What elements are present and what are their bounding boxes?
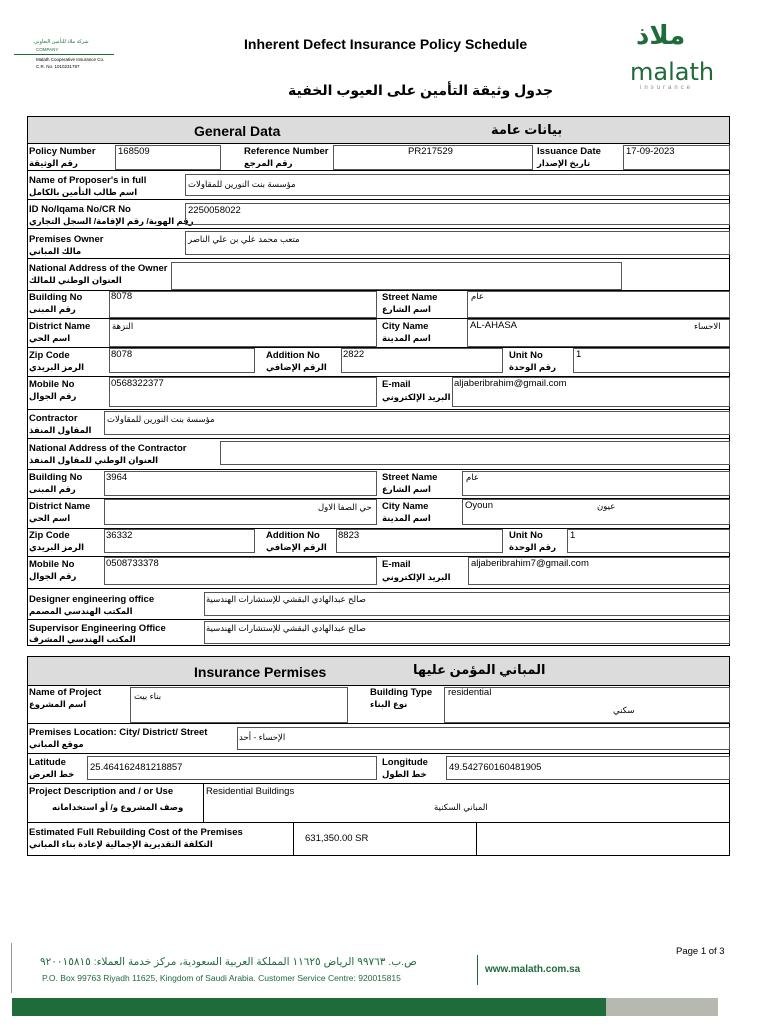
page-title-ar: جدول وثيقة التأمين على العيوب الخفية [288,82,554,98]
footer-address-ar: ص.ب. ٩٩٧٦٣ الرياض ١١٦٢٥ المملكة العربية السعودية، مركز خدمة العملاء: ٩٢٠٠١٥٨١٥ [40,956,417,968]
footer-website: www.malath.com.sa [485,964,581,975]
contractor-email-value: aljaberibrahim7@gmail.com [471,558,589,569]
small-logo-line4: C.R. No. 1010231787 [36,64,80,69]
policy-number-value: 168509 [118,146,150,157]
page-title: Inherent Defect Insurance Policy Schedule [244,36,528,52]
longitude-value: 49.542760160481905 [449,762,542,773]
owner-addition-label-ar: الرقم الإضافي [266,362,327,372]
premises-header [27,656,730,686]
cost-value: 631,350.00 SR [305,833,369,844]
owner-zip-label-ar: الرمز البريدي [29,362,85,372]
general-data-title-ar: بيانات عامة [491,122,563,137]
contractor-street-name-label-ar: اسم الشارع [382,484,431,494]
owner-mobile-label-ar: رقم الجوال [29,391,77,401]
project-name-field [130,687,348,723]
owner-street-name-label: Street Name [382,292,438,303]
id-no-field [185,203,730,225]
owner-street-name-label-ar: اسم الشارع [382,304,431,314]
reference-number-value: PR217529 [408,146,453,157]
owner-district-value: النزهة [112,321,134,331]
building-type-value-ar: سكني [613,705,635,715]
contractor-mobile-label-ar: رقم الجوال [29,571,77,581]
contractor-unit-label-ar: رقم الوحدة [509,542,556,552]
footer-grey-bar [606,998,718,1016]
owner-street-name-field [467,291,730,318]
cost-label: Estimated Full Rebuilding Cost of the Premises [29,827,243,838]
premises-owner-label: Premises Owner [29,234,104,245]
owner-mobile-value: 0568322377 [111,378,164,389]
contractor-value: مؤسسة بنت النورين للمقاولات [107,414,215,424]
contractor-mobile-value: 0508733378 [106,558,159,569]
designer-label-ar: المكتب الهندسي المصمم [29,606,133,616]
contractor-label-ar: المقاول المنفذ [29,425,92,435]
owner-email-label: E-mail [382,379,411,390]
owner-zip-value: 8078 [111,349,133,360]
contractor-city-value: Oyoun [465,500,493,511]
building-type-label: Building Type [370,687,433,698]
owner-unit-label: Unit No [509,350,543,361]
contractor-unit-label: Unit No [509,530,543,541]
owner-email-label-ar: البريد الإلكتروني [382,392,451,402]
contractor-address-label: National Address of the Contractor [29,443,187,454]
owner-unit-value: 1 [576,349,582,360]
contractor-district-label: District Name [29,501,91,512]
proposer-label-ar: اسم طالب التأمين بالكامل [29,187,138,197]
owner-mobile-label: Mobile No [29,379,75,390]
proposer-label: Name of Proposer's in full [29,175,147,186]
general-data-title: General Data [194,123,281,139]
small-logo-line2: COMPANY [36,47,59,52]
contractor-zip-label: Zip Code [29,530,70,541]
contractor-addition-value: 8823 [338,530,360,541]
contractor-addition-field [336,529,503,553]
footer-divider [11,943,12,993]
longitude-label-ar: خط الطول [382,769,427,779]
malath-logo-name: malath [630,58,715,86]
latitude-label-ar: خط العرض [29,769,75,779]
contractor-building-no-label-ar: رقم المبنى [29,484,76,494]
malath-logo-ar: ملاذ [636,20,686,50]
contractor-street-name-value: عام [466,472,479,482]
owner-zip-label: Zip Code [29,350,70,361]
general-data-header [27,116,730,144]
cost-label-ar: التكلفة التقديرية الإجمالية لإعادة بناء المباني [29,839,213,849]
contractor-addition-label: Addition No [266,530,320,541]
owner-address-field [171,262,622,290]
project-name-label: Name of Project [29,687,102,698]
supervisor-label: Supervisor Engineering Office [29,623,166,634]
policy-number-label-ar: رقم الوثيقة [29,158,78,168]
premises-owner-value: متعب محمد علي بن علي الناصر [188,234,300,244]
contractor-city-value-ar: عيون [597,501,616,511]
owner-address-label-ar: العنوان الوطني للمالك [29,275,122,285]
contractor-district-label-ar: اسم الحي [29,513,71,523]
building-type-value: residential [448,687,492,698]
small-logo-line1: شركة ملاذ للتأمين التعاوني [34,39,89,45]
longitude-label: Longitude [382,757,428,768]
footer-separator [477,955,478,985]
owner-building-no-label: Building No [29,292,83,303]
reference-number-label: Reference Number [244,146,329,157]
owner-city-value-ar: الاحساء [694,321,721,331]
contractor-unit-value: 1 [570,530,576,541]
id-no-label-ar: رقم الهوية/ رقم الإقامة/ السجل التجاري [29,216,194,226]
latitude-value: 25.464162481218857 [90,762,183,773]
owner-district-label: District Name [29,321,91,332]
owner-addition-field [341,348,503,373]
description-label: Project Description and / or Use [29,786,174,797]
location-field [237,727,730,750]
page-number: Page 1 of 3 [676,946,725,957]
owner-building-no-field [109,291,377,318]
contractor-unit-field [567,529,730,553]
owner-city-label-ar: اسم المدينة [382,333,431,343]
premises-title: Insurance Permises [194,664,327,680]
owner-unit-field [573,348,730,373]
contractor-street-name-field [462,471,730,496]
owner-district-label-ar: اسم الحي [29,333,71,343]
latitude-label: Latitude [29,757,66,768]
id-no-value: 2250058022 [188,205,241,216]
building-type-label-ar: نوع البناء [370,699,408,709]
location-label: Premises Location: City/ District/ Street [29,727,208,738]
description-value: Residential Buildings [206,786,295,797]
issuance-date-label: Issuance Date [537,146,601,157]
contractor-email-label: E-mail [382,559,411,570]
reference-number-label-ar: رقم المرجع [244,158,293,168]
owner-street-name-value: عام [471,291,484,301]
supervisor-value: صالح عبدالهادي البقشي للإستشارات الهندسية [206,623,366,633]
contractor-zip-value: 36332 [106,530,133,541]
description-value-ar: المباني السكنية [434,802,488,812]
contractor-street-name-label: Street Name [382,472,438,483]
premises-owner-label-ar: مالك المباني [29,246,82,256]
contractor-city-field [462,499,730,525]
contractor-label: Contractor [29,413,78,424]
policy-number-label: Policy Number [29,146,96,157]
owner-district-field [109,319,377,347]
footer-green-bar [12,998,606,1016]
contractor-email-label-ar: البريد الإلكتروني [382,572,451,582]
supervisor-label-ar: المكتب الهندسي المشرف [29,634,136,644]
project-name-value: بناء بيت [134,691,162,701]
owner-city-label: City Name [382,321,429,332]
owner-building-no-value: 8078 [111,291,133,302]
small-logo [14,40,114,76]
contractor-addition-label-ar: الرقم الإضافي [266,542,327,552]
proposer-value: مؤسسة بنت النورين للمقاولات [188,179,296,189]
location-label-ar: موقع المباني [29,739,84,749]
owner-unit-label-ar: رقم الوحدة [509,362,556,372]
contractor-address-label-ar: العنوان الوطني للمقاول المنفذ [29,455,159,465]
issuance-date-value: 17-09-2023 [626,146,675,157]
contractor-district-value: حي الصفا الاول [318,502,372,512]
small-logo-rule [14,54,114,55]
owner-addition-value: 2822 [343,349,365,360]
designer-label: Designer engineering office [29,594,155,605]
owner-email-value: aljaberibrahim@gmail.com [454,378,567,389]
owner-addition-label: Addition No [266,350,320,361]
contractor-building-no-field [104,471,377,496]
id-no-label: ID No/Iqama No/CR No [29,204,131,215]
designer-value: صالح عبدالهادي البقشي للإستشارات الهندسية [206,594,366,604]
description-label-ar: وصف المشروع و/ أو استخدامانه [52,802,184,812]
project-name-label-ar: اسم المشروع [29,699,87,709]
contractor-address-field [220,441,730,465]
footer-address: P.O. Box 99763 Riyadh 11625, Kingdom of Saudi Arabia. Customer Service Centre: 920015815 [42,973,401,983]
owner-building-no-label-ar: رقم المبنى [29,304,76,314]
contractor-zip-label-ar: الرمز البريدي [29,542,85,552]
contractor-mobile-label: Mobile No [29,559,75,570]
contractor-city-label: City Name [382,501,429,512]
contractor-city-label-ar: اسم المدينة [382,513,431,523]
location-value: الإحساء - أحد [239,732,286,742]
premises-title-ar: المباني المؤمن عليها [413,662,546,677]
malath-logo [628,22,718,92]
owner-city-value: AL-AHASA [470,320,517,331]
contractor-building-no-value: 3964 [106,472,128,483]
owner-address-label: National Address of the Owner [29,263,168,274]
contractor-building-no-label: Building No [29,472,83,483]
malath-logo-sub: insurance [640,85,694,91]
issuance-date-label-ar: تاريخ الإصدار [537,158,591,168]
small-logo-line3: Malath Cooperative Insurance Co. [36,57,105,62]
